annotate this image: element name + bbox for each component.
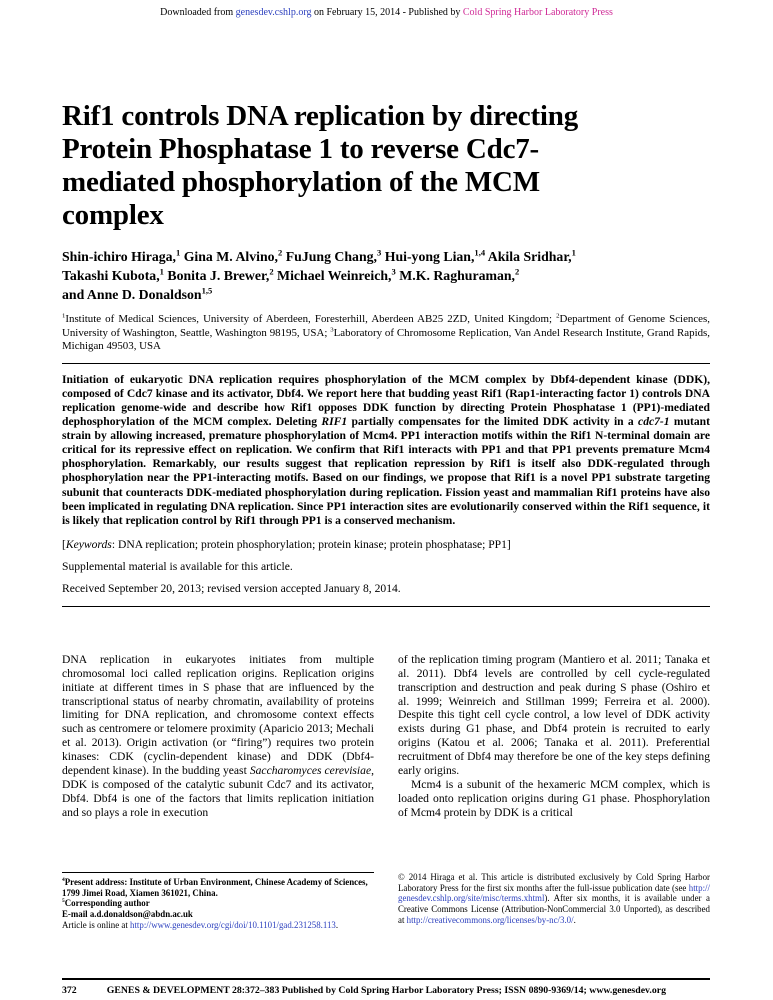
author-name: Hui-yong Lian, <box>381 249 475 264</box>
author-affil-sup: 1 <box>159 266 164 277</box>
footnote-email <box>62 909 374 920</box>
journal-citation-rest: 28:372–383 Published by Cold Spring Harbor Laboratory Press; ISSN 0890-9369/14; www.genesdev.org <box>229 985 666 996</box>
page-footer <box>62 978 710 996</box>
species-name-italic: Saccharomyces cerevisiae <box>249 764 372 778</box>
copyright-text: . <box>573 914 576 925</box>
author-line <box>62 266 710 285</box>
affiliation-text: Department of Genome Sciences, University of Washington, Seattle, Washington 98195, USA; <box>62 313 710 339</box>
author-affil-sup: 1 <box>175 247 181 258</box>
author-affil-sup: 3 <box>391 266 396 277</box>
author-affil-sup: 2 <box>269 266 274 277</box>
title-line: mediated phosphorylation of the MCM <box>62 166 540 198</box>
body-paragraph: of the replication timing program (Mantiero et al. 2011; Tanaka et al. 2011). Dbf4 levels are controlled by cell cycle-regulated transcription and destruction and peak during S phase (Oshiro et al. 1999; Weinreich and Stillman 1999; Ferreira et al. 2000). Despite this tight cell cycle control, a low level of DDK activity exists during G1 phase, and Dbf4 protein is recruited to early origins (Katou et al. 2006; Tanaka et al. 2011). Preferential recruitment of Dbf4 may therefore be one of the key steps defining early origins. <box>398 652 710 778</box>
body-paragraph <box>62 653 374 820</box>
copyright-text: ). After six months, it is available under a Creative Commons License (Attribution-NonCommercial 3.0 Unported), as described at <box>398 893 710 925</box>
body-column-right <box>398 653 710 820</box>
author-affil-sup: 2 <box>278 247 283 258</box>
author-name: Takashi Kubota, <box>62 268 160 283</box>
journal-site-link[interactable]: genesdev.cshlp.org <box>235 7 312 18</box>
body-text: , DDK is composed of the catalytic subunit Cdc7 and its activator, Dbf4. Dbf4 is one of the factors that limits replication initiation and so plays a role in execution <box>62 764 375 819</box>
affiliation-sup: 3 <box>330 325 334 333</box>
banner-prefix: Downloaded from <box>160 7 236 18</box>
journal-citation <box>107 985 666 996</box>
page-number: 372 <box>62 985 77 996</box>
footnote-text: Article is online at <box>62 919 131 930</box>
author-affil-sup: 3 <box>376 247 382 258</box>
page-bottom <box>62 872 710 931</box>
affiliation-text: Institute of Medical Sciences, University of Aberdeen, Foresterhill, Aberdeen AB25 2ZD, United Kingdom; <box>65 313 557 325</box>
title-line: complex <box>62 199 164 231</box>
doi-link[interactable]: http://www.genesdev.org/cgi/doi/10.1101/gad.231258.113 <box>130 919 336 930</box>
author-affil-sup: 1,4 <box>474 247 486 258</box>
affiliation-sup: 1 <box>62 312 66 320</box>
author-line <box>62 285 710 304</box>
footnote-present-address <box>62 877 374 898</box>
abstract <box>62 363 710 528</box>
supplemental-note: Supplemental material is available for this article. <box>62 559 293 573</box>
affiliations <box>62 313 710 354</box>
title-line: Protein Phosphatase 1 to reverse Cdc7- <box>62 133 540 165</box>
author-name: and Anne D. Donaldson <box>62 287 202 302</box>
received-dates: Received September 20, 2013; revised version accepted January 8, 2014. <box>62 581 401 595</box>
author-name: FuJung Chang, <box>282 249 377 264</box>
affiliation-sup: 2 <box>556 312 560 320</box>
copyright-paragraph <box>398 872 710 926</box>
keywords-label: Keywords <box>65 537 112 551</box>
author-list <box>62 247 710 304</box>
title-line: Rif1 controls DNA replication by directing <box>62 100 579 132</box>
footnote-article-online <box>62 920 374 931</box>
author-name: Shin-ichiro Hiraga, <box>62 249 176 264</box>
abstract-gene-italic: RIF1 <box>321 415 348 429</box>
footnote-corresponding-author <box>62 898 374 909</box>
copyright-notice <box>398 872 710 931</box>
article-title <box>62 100 710 232</box>
footnotes <box>62 872 374 931</box>
cc-license-link[interactable]: http://creativecommons.org/licenses/by-nc/3.0/ <box>406 914 574 925</box>
publisher-link[interactable]: Cold Spring Harbor Laboratory Press <box>462 7 613 18</box>
body-paragraph: Mcm4 is a subunit of the hexameric MCM complex, which is loaded onto replication origins during G1 phase. Phosphorylation of Mcm4 protein by DDK is a critical <box>398 777 710 819</box>
footnote-sup: 5 <box>62 898 65 905</box>
author-name: Bonita J. Brewer, <box>163 268 270 283</box>
author-name: Gina M. Alvino, <box>180 249 278 264</box>
abstract-text: partially compensates for the limited DDK activity in a <box>347 415 639 429</box>
divider-rule <box>62 606 710 607</box>
banner-middle: on February 15, 2014 - Published by <box>311 7 463 18</box>
article-content <box>62 0 710 820</box>
author-affil-sup: 1,5 <box>201 285 213 296</box>
author-name: M.K. Raghuraman, <box>395 268 515 283</box>
footnote-text: Present address: Institute of Urban Environment, Chinese Academy of Sciences, 1799 Jimei Road, Xiamen 361021, China. <box>62 877 368 898</box>
email-label: E-mail <box>62 909 90 920</box>
email-address[interactable]: a.d.donaldson@abdn.ac.uk <box>89 909 193 920</box>
journal-name: GENES & DEVELOPMENT <box>106 985 230 996</box>
keywords-list: : DNA replication; protein phosphorylation; protein kinase; protein phosphatase; PP1] <box>111 537 511 551</box>
keywords-line <box>62 538 710 552</box>
body-column-left <box>62 653 374 820</box>
author-affil-sup: 2 <box>515 266 520 277</box>
author-line <box>62 247 710 266</box>
body-columns <box>62 653 710 820</box>
body-text: DNA replication in eukaryotes initiates from multiple chromosomal loci called replication origins. Replication origins initiate at different times in S phase that are influenced by the transcriptional status of nearby chromatin, availability of proteins limiting for DNA replication, and chromosome context effects such as centromere or telomere proximity (Aparicio 2013; Mechali et al. 2013). Origin activation (or “firing”) requires two protein kinases: CDK (cyclin-dependent kinase) and DDK (Dbf4-dependent kinase). In the budding yeast <box>62 652 374 778</box>
abstract-text: Initiation of eukaryotic DNA replication requires phosphorylation of the MCM complex by Dbf4-dependent kinase (DDK), composed of Cdc7 kinase and its activator, Dbf4. We report here that budding yeast Rif1 (Rap1-interacting factor 1) controls DNA replication genome-wide and describe how Rif1 opposes DDK function by directing Protein Phosphatase 1 (PP1)-mediated dephosphorylation of the MCM complex. Deleting <box>62 372 710 429</box>
footnote-text: . <box>335 919 339 930</box>
footnote-sup: 4 <box>62 877 65 884</box>
terms-link[interactable]: http://genesdev.cshlp.org/site/misc/terms.xhtml <box>398 882 710 904</box>
author-affil-sup: 1 <box>571 247 576 258</box>
footnote-text: Corresponding author <box>64 898 150 909</box>
author-name: Akila Sridhar, <box>485 249 572 264</box>
affiliation-text: Laboratory of Chromosome Replication, Van Andel Research Institute, Grand Rapids, Michigan 49503, USA <box>62 326 710 353</box>
copyright-text: © 2014 Hiraga et al. This article is distributed exclusively by Cold Spring Harbor Laboratory Press for the first six months after the full-issue publication date (see <box>398 872 710 893</box>
author-name: Michael Weinreich, <box>273 268 392 283</box>
keywords-bracket: [ <box>62 537 66 551</box>
abstract-allele-italic: cdc7-1 <box>638 415 670 429</box>
abstract-text: mutant strain by allowing increased, premature phosphorylation of Mcm4. PP1 interaction motifs within the Rif1 N-terminal domain are critical for its repressive effect on replication. We confirm that Rif1 interacts with PP1 and that PP1 prevents premature Mcm4 phosphorylation. Remarkably, our results suggest that replication repression by Rif1 is itself also DDK-regulated through phosphorylation near the PP1-interacting motifs. Based on our findings, we propose that Rif1 is a novel PP1 substrate targeting subunit that counteracts DDK-mediated phosphorylation during replication. Fission yeast and mammalian Rif1 proteins have also been implicated in regulating DNA replication. Since PP1 interaction sites are evolutionarily conserved within the Rif1 sequence, it is likely that replication control by Rif1 through PP1 is a conserved mechanism. <box>62 415 710 527</box>
